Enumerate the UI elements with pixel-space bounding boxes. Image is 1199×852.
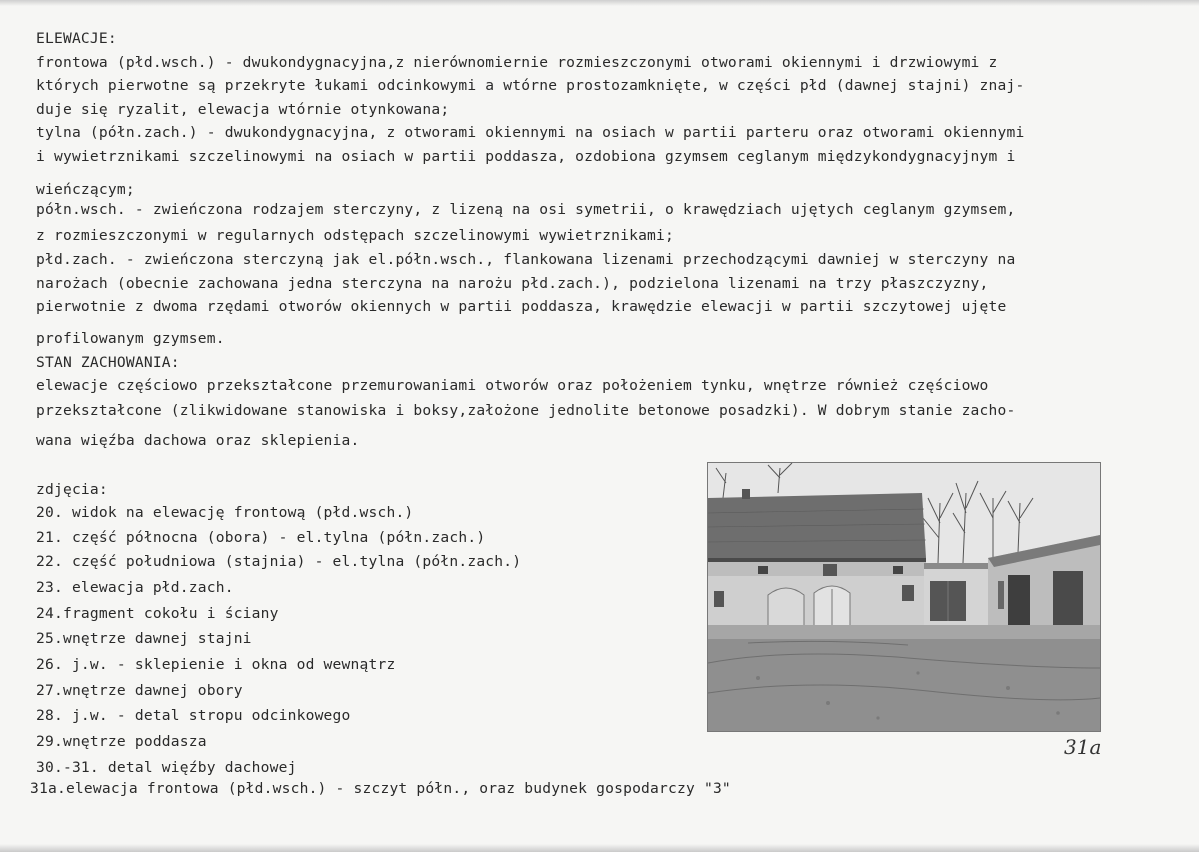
photo-list-item: 31a.elewacja frontowa (płd.wsch.) - szczyt półn., oraz budynek gospodarczy "3" (30, 780, 731, 797)
text-line: płd.zach. - zwieńczona sterczyną jak el.półn.wsch., flankowana lizenami przechodzącymi dawniej w sterczyny na (36, 251, 1016, 268)
photo-list-item: 23. elewacja płd.zach. (36, 579, 234, 596)
photo-list-item: 30.-31. detal więźby dachowej (36, 759, 297, 776)
text-line: profilowanym gzymsem. (36, 330, 225, 347)
photo-annotation: 31a (1064, 735, 1102, 759)
photo-list-item: 25.wnętrze dawnej stajni (36, 630, 252, 647)
photo-list-item: 20. widok na elewację frontową (płd.wsch.) (36, 504, 414, 521)
text-line: i wywietrznikami szczelinowymi na osiach w partii poddasza, ozdobiona gzymsem ceglanym międzykondygnacyjnym i (36, 148, 1016, 165)
photo-list-item: 27.wnętrze dawnej obory (36, 682, 243, 699)
building-photo (707, 462, 1101, 732)
text-line: elewacje częściowo przekształcone przemurowaniami otworów oraz położeniem tynku, wnętrze również częściowo (36, 377, 989, 394)
text-line: wana więźba dachowa oraz sklepienia. (36, 432, 360, 449)
heading-zdjecia: zdjęcia: (36, 481, 108, 498)
text-line: duje się ryzalit, elewacja wtórnie otynkowana; (36, 101, 450, 118)
page-edge-bottom (0, 844, 1199, 852)
photo-list-item: 24.fragment cokołu i ściany (36, 605, 279, 622)
photo-list-item: 21. część północna (obora) - el.tylna (półn.zach.) (36, 529, 486, 546)
heading-stan-zachowania: STAN ZACHOWANIA: (36, 354, 180, 371)
photo-list-item: 28. j.w. - detal stropu odcinkowego (36, 707, 351, 724)
photo-list-item: 29.wnętrze poddasza (36, 733, 207, 750)
text-line: których pierwotne są przekryte łukami odcinkowymi a wtórne prostozamknięte, w części płd (dawnej stajni) znaj- (36, 77, 1025, 94)
text-line: przekształcone (zlikwidowane stanowiska i boksy,założone jednolite betonowe posadzki). W dobrym stanie zacho- (36, 402, 1016, 419)
text-line: pierwotnie z dwoma rzędami otworów okiennych w partii poddasza, krawędzie elewacji w partii szczytowej ujęte (36, 298, 1007, 315)
page-edge-top (0, 0, 1199, 6)
text-line: narożach (obecnie zachowana jedna sterczyna na narożu płd.zach.), podzielona lizenami na trzy płaszczyzny, (36, 275, 989, 292)
text-line: tylna (półn.zach.) - dwukondygnacyjna, z otworami okiennymi na osiach w partii parteru oraz otworami okiennymi (36, 124, 1025, 141)
photo-list-item: 22. część południowa (stajnia) - el.tylna (półn.zach.) (36, 553, 522, 570)
text-line: półn.wsch. - zwieńczona rodzajem sterczyny, z lizeną na osi symetrii, o krawędziach ujętych ceglanym gzymsem, (36, 201, 1016, 218)
text-line: z rozmieszczonymi w regularnych odstępach szczelinowymi wywietrznikami; (36, 227, 675, 244)
text-line: frontowa (płd.wsch.) - dwukondygnacyjna,z nierównomiernie rozmieszczonymi otworami okiennymi i drzwiowymi z (36, 54, 998, 71)
text-line: wieńczącym; (36, 181, 135, 198)
heading-elewacje: ELEWACJE: (36, 30, 117, 47)
photo-list-item: 26. j.w. - sklepienie i okna od wewnątrz (36, 656, 396, 673)
